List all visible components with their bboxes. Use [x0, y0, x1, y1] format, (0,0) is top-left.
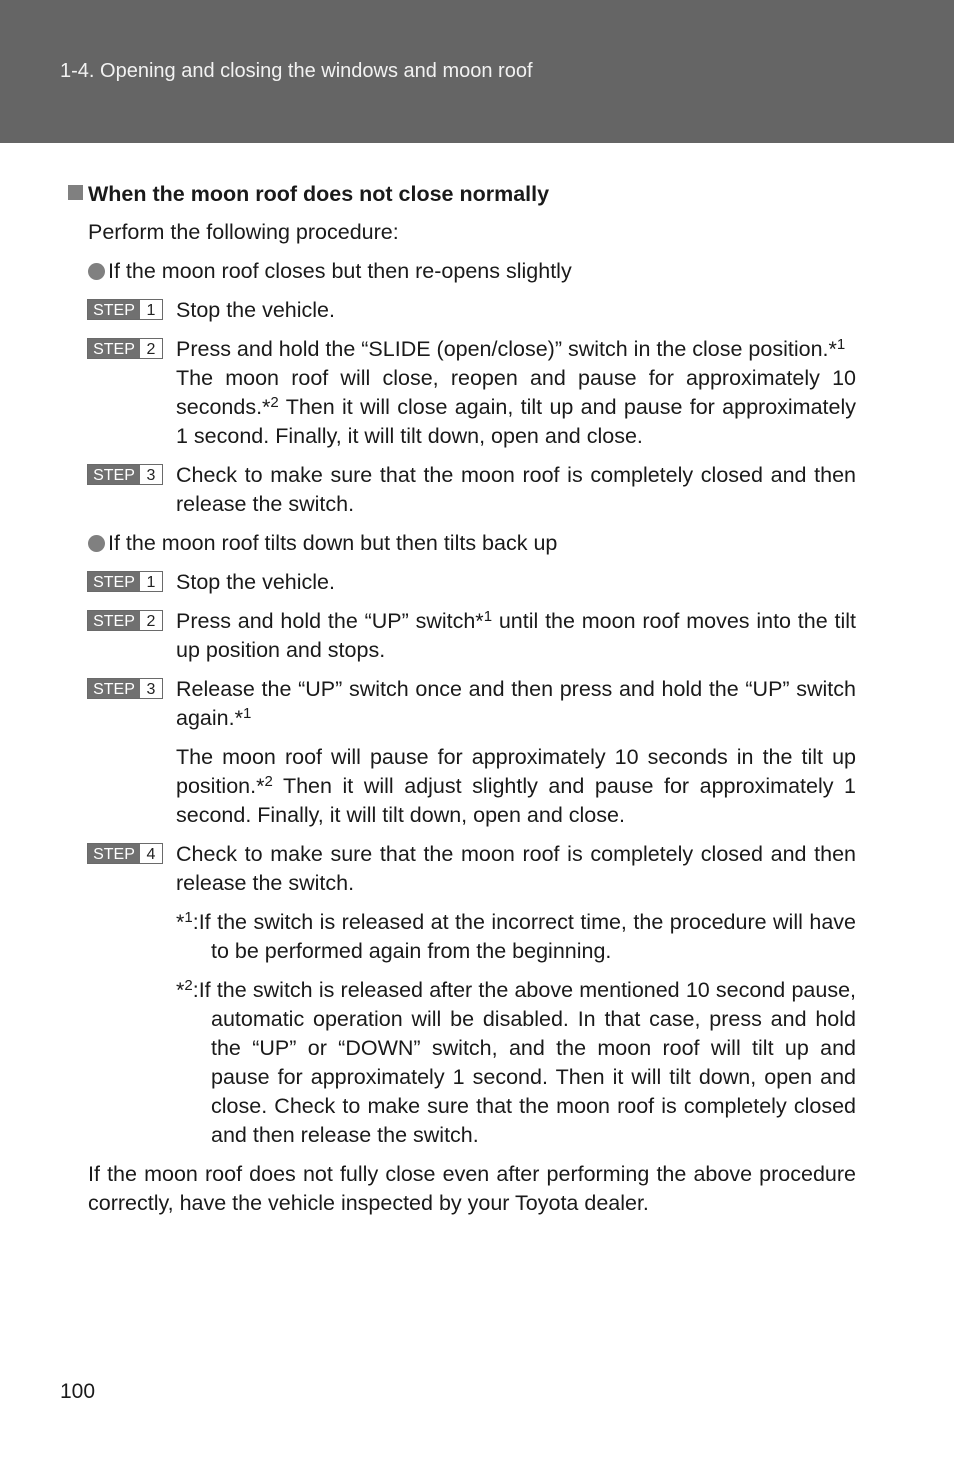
step-badge: STEP 2 — [87, 338, 163, 359]
step-badge: STEP 4 — [87, 843, 163, 864]
final-paragraph: If the moon roof does not fully close even after performing the above procedure correctly, have the vehicle inspected by your Toyota dealer. — [88, 1162, 856, 1215]
square-bullet-icon — [68, 185, 83, 200]
page-header — [0, 0, 954, 143]
step-text: The moon roof will pause for approximately 10 seconds in the tilt up position.*$^2$ Then it will adjust slightly and pause for approximately 1 second. Finally, it will tilt down, open and close. — [176, 745, 856, 827]
case1-step-3: STEP 3 Check to make sure that the moon roof is completely closed and then release the switch. — [176, 461, 856, 519]
step-badge: STEP 2 — [87, 610, 163, 631]
round-bullet-icon — [88, 535, 105, 552]
case2-step-3 — [93, 675, 856, 830]
case1-step-2 — [93, 335, 856, 451]
page-content — [0, 180, 954, 1218]
step-text: The moon roof will close, reopen and pause for approximately 10 seconds.*$^2$ Then it will close again, tilt up and pause for approximately 1 second. Finally, it will tilt down, open and close. — [176, 366, 856, 448]
case2-bullet: If the moon roof tilts down but then tilts back up — [88, 529, 856, 558]
case2-step-4: STEP 4 Check to make sure that the moon roof is completely closed and then release the switch. — [176, 840, 856, 898]
step-badge: STEP 3 — [87, 678, 163, 699]
step-text: Release the “UP” switch once and then press and hold the “UP” switch again.*$^1$ — [176, 677, 856, 730]
step-text: Press and hold the “SLIDE (open/close)” switch in the close position.*$^1$ — [176, 336, 846, 361]
case2-step-1: STEP 1 Stop the vehicle. — [176, 568, 856, 597]
step-text: Press and hold the “UP” switch*$^1$ until the moon roof moves into the tilt up position and stops. — [176, 608, 856, 662]
case2-step-2 — [93, 607, 856, 665]
chapter-title: 1-4. Opening and closing the windows and moon roof — [60, 60, 533, 82]
page-number: 100 — [60, 1380, 96, 1403]
intro-text: Perform the following procedure: — [88, 220, 399, 244]
case1-step-1: STEP 1 Stop the vehicle. — [176, 296, 856, 325]
section-heading: When the moon roof does not close normally — [0, 180, 954, 209]
step-badge: STEP 1 — [87, 299, 163, 320]
footnote-2: *$^2$:If the switch is released after the above mentioned 10 second pause, automatic operation will be disabled. In that case, press and hold the “UP” or “DOWN” switch, and the moon roof will tilt up and pause for approximately 1 second. Then it will tilt down, open and close. Check to make sure that the moon roof is completely closed and then release the switch. — [176, 977, 856, 1147]
step-badge: STEP 1 — [87, 571, 163, 592]
round-bullet-icon — [88, 263, 105, 280]
step-badge: STEP 3 — [87, 464, 163, 485]
footnote-1: *$^1$:If the switch is released at the incorrect time, the procedure will have to be performed again from the beginning. — [176, 909, 856, 963]
case1-bullet: If the moon roof closes but then re-opens slightly — [88, 257, 856, 286]
